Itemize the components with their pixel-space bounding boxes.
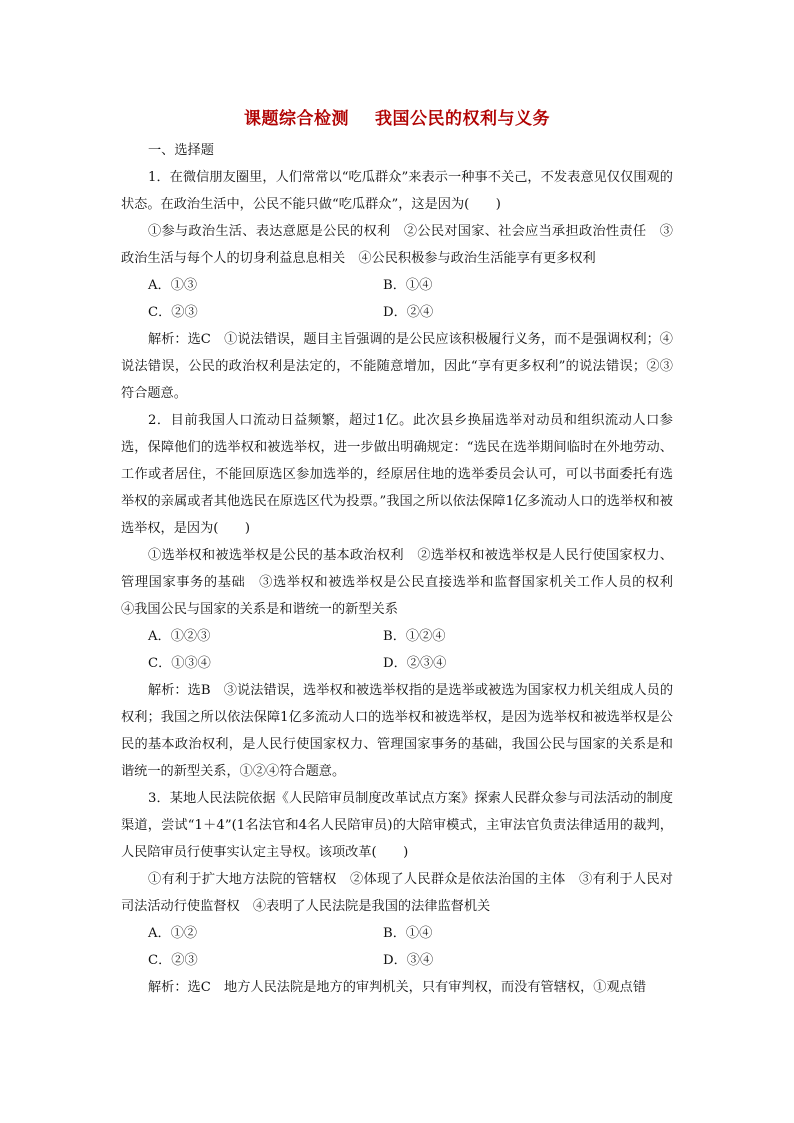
option-b: B．①④ bbox=[383, 278, 433, 293]
option-row bbox=[121, 272, 673, 299]
question-stem: 3．某地人民法院依据《人民陪审员制度改革试点方案》探索人民群众参与司法活动的制度渠道，尝试“1＋4”(1名法官和4名人民陪审员)的大陪审模式，主审法官负责法律适用的裁判，人民陪审员行使事实认定主导权。该项改革( ) bbox=[121, 791, 673, 860]
document-title bbox=[0, 104, 794, 129]
option-row bbox=[121, 947, 673, 974]
question-analysis: 解析：选C ①说法错误，题目主旨强调的是公民应该积极履行义务，而不是强调权利；④说法错误，公民的政治权利是法定的，不能随意增加，因此“享有更多权利”的说法错误；②③符合题意。 bbox=[121, 332, 673, 401]
option-d: D．③④ bbox=[383, 953, 434, 968]
question-3 bbox=[121, 785, 673, 1001]
option-d: D．②③④ bbox=[383, 656, 447, 671]
option-c: C．②③ bbox=[148, 305, 198, 320]
question-analysis: 解析：选C 地方人民法院是地方的审判机关，只有审判权，而没有管辖权，①观点错 bbox=[148, 980, 647, 995]
option-a: A．①② bbox=[148, 926, 198, 941]
option-c: C．①③④ bbox=[148, 656, 211, 671]
option-row bbox=[121, 650, 673, 677]
title-right: 我国公民的权利与义务 bbox=[375, 109, 550, 129]
question-1 bbox=[121, 164, 673, 407]
option-b: B．①④ bbox=[383, 926, 433, 941]
option-a: A．①③ bbox=[148, 278, 198, 293]
section-heading: 一、选择题 bbox=[148, 143, 214, 158]
option-c: C．②③ bbox=[148, 953, 198, 968]
option-row bbox=[121, 299, 673, 326]
question-statements: ①选举权和被选举权是公民的基本政治权利 ②选举权和被选举权是人民行使国家权力、管理国家事务的基础 ③选举权和被选举权是公民直接选举和监督国家机关工作人员的权利 ④我国公民与国家的关系是和谐统一的新型关系 bbox=[121, 548, 687, 617]
option-a: A．①②③ bbox=[148, 629, 211, 644]
option-row bbox=[121, 920, 673, 947]
question-stem: 2．目前我国人口流动日益频繁，超过1亿。此次县乡换届选举对动员和组织流动人口参选，保障他们的选举权和被选举权，进一步做出明确规定：“选民在选举期间临时在外地劳动、工作或者居住，不能回原选区参加选举的，经原居住地的选举委员会认可，可以书面委托有选举权的亲属或者其他选民在原选区代为投票。”我国之所以依法保障1亿多流动人口的选举权和被选举权，是因为( ) bbox=[121, 413, 673, 536]
document-body bbox=[121, 138, 687, 1001]
question-statements: ①有利于扩大地方法院的管辖权 ②体现了人民群众是依法治国的主体 ③有利于人民对司法活动行使监督权 ④表明了人民法院是我国的法律监督机关 bbox=[121, 872, 673, 914]
option-b: B．①②④ bbox=[383, 629, 446, 644]
title-left: 课题综合检测 bbox=[244, 109, 349, 129]
question-analysis: 解析：选B ③说法错误，选举权和被选举权指的是选举或被选为国家权力机关组成人员的权利；我国之所以依法保障1亿多流动人口的选举权和被选举权，是因为选举权和被选举权是公民的基本政治权利，是人民行使国家权力、管理国家事务的基础，我国公民与国家的关系是和谐统一的新型关系，①②④符合题意。 bbox=[121, 683, 673, 779]
option-d: D．②④ bbox=[383, 305, 434, 320]
question-2 bbox=[121, 407, 687, 785]
option-row bbox=[121, 623, 673, 650]
question-stem: 1．在微信朋友圈里，人们常常以“吃瓜群众”来表示一种事不关己，不发表意见仅仅围观的状态。在政治生活中，公民不能只做“吃瓜群众”，这是因为( ) bbox=[121, 170, 673, 212]
question-statements: ①参与政治生活、表达意愿是公民的权利 ②公民对国家、社会应当承担政治性责任 ③政治生活与每个人的切身利益息息相关 ④公民积极参与政治生活能享有更多权利 bbox=[121, 224, 673, 266]
